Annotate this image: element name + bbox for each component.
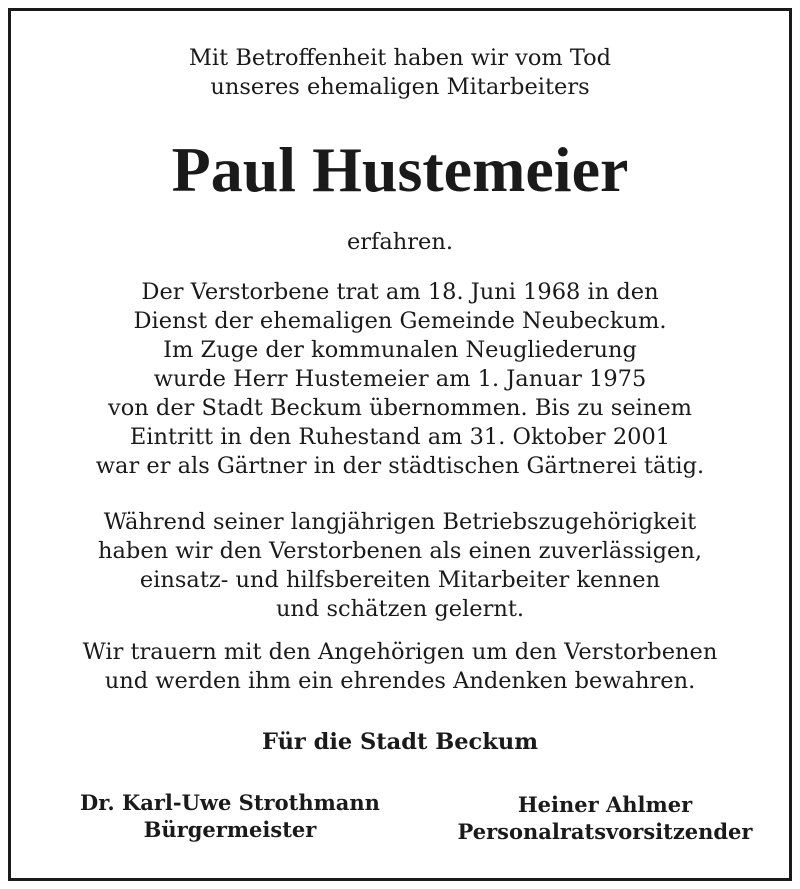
- city-line: Für die Stadt Beckum: [261, 729, 539, 755]
- paragraph-line: wurde Herr Hustemeier am 1. Januar 1975: [153, 366, 647, 392]
- intro-line: unseres ehemaligen Mitarbeiters: [210, 74, 590, 100]
- deceased-name: Paul Hustemeier: [171, 134, 629, 205]
- paragraph-line: Dienst der ehemaligen Gemeinde Neubeckum.: [133, 308, 667, 334]
- signatory-title: Personalratsvorsitzender: [457, 819, 753, 844]
- erfahren-text: erfahren.: [346, 229, 454, 255]
- signatory-mayor: [40, 789, 420, 843]
- paragraph-line: Im Zuge der kommunalen Neugliederung: [163, 337, 637, 363]
- signatory-name: Dr. Karl-Uwe Strothmann: [80, 790, 380, 815]
- paragraph-line: Wir trauern mit den Angehörigen um den Verstorbenen: [82, 639, 718, 665]
- intro-line: Mit Betroffenheit haben wir vom Tod: [188, 45, 612, 71]
- signatory-title: Bürgermeister: [143, 817, 317, 842]
- paragraph-line: war er als Gärtner in der städtischen Gärtnerei tätig.: [95, 453, 705, 479]
- appreciation-paragraph: [0, 508, 800, 624]
- paragraph-line: haben wir den Verstorbenen als einen zuverlässigen,: [98, 538, 702, 564]
- paragraph-line: Der Verstorbene trat am 18. Juni 1968 in den: [141, 279, 659, 305]
- intro-text: [0, 44, 800, 102]
- mourning-paragraph: [0, 638, 800, 696]
- paragraph-line: und schätzen gelernt.: [275, 596, 525, 622]
- paragraph-line: von der Stadt Beckum übernommen. Bis zu seinem: [108, 395, 692, 421]
- paragraph-line: und werden ihm ein ehrendes Andenken bewahren.: [104, 668, 696, 694]
- service-paragraph: [0, 278, 800, 481]
- paragraph-line: Eintritt in den Ruhestand am 31. Oktober 2001: [129, 424, 671, 450]
- signatory-name: Heiner Ahlmer: [517, 792, 693, 817]
- signatory-staff-council: [430, 791, 780, 845]
- paragraph-line: einsatz- und hilfsbereiten Mitarbeiter kennen: [139, 567, 661, 593]
- paragraph-line: Während seiner langjährigen Betriebszugehörigkeit: [103, 509, 697, 535]
